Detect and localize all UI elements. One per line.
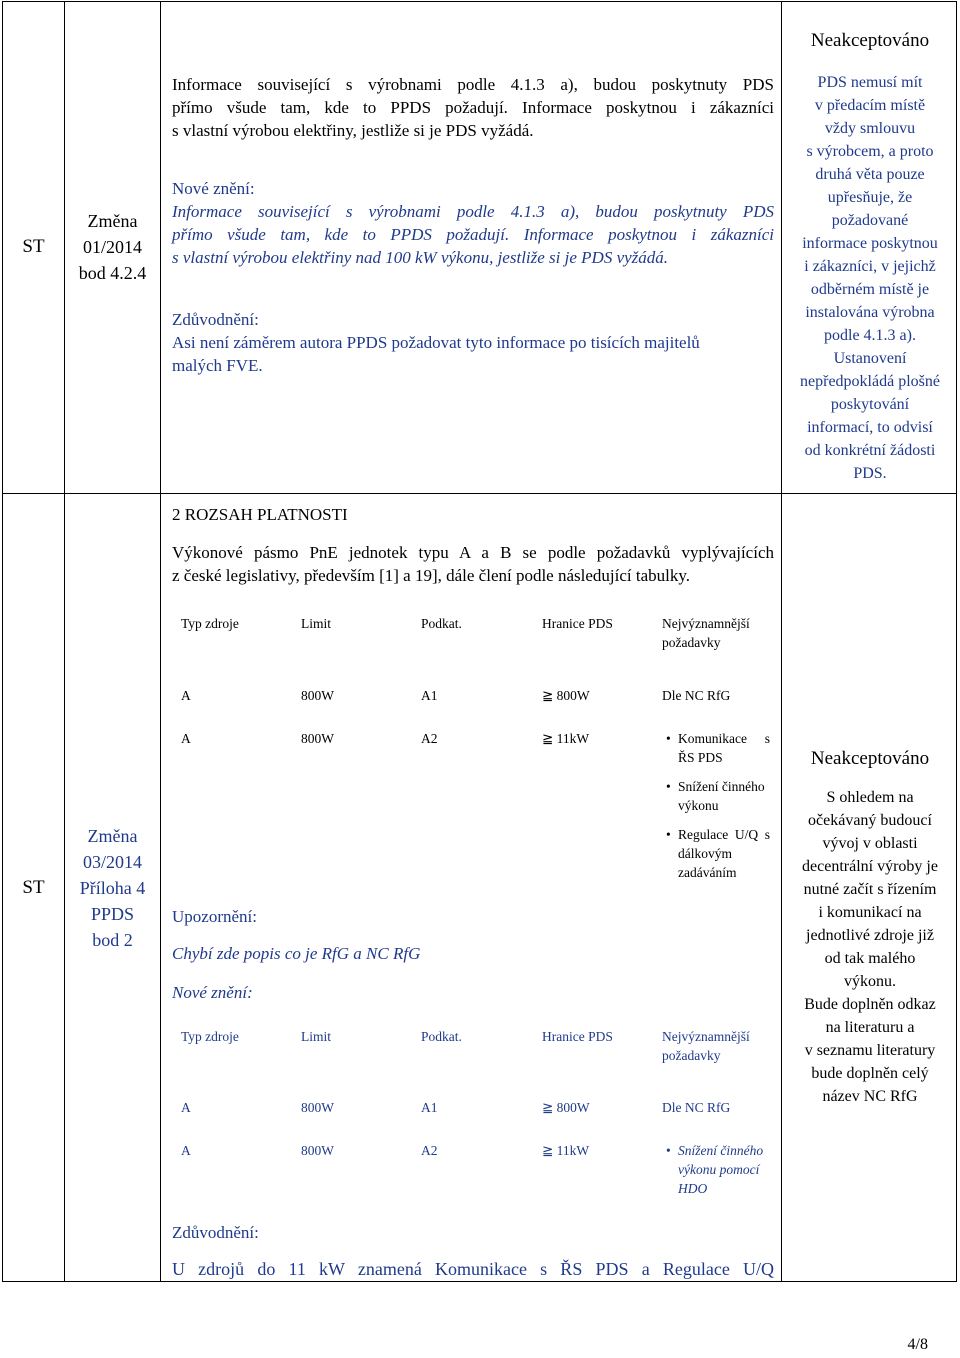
response-line: s výrobcem, a proto [806,143,934,160]
text-line: malých FVE. [172,356,263,375]
response-line: informací, to odvisí [807,419,933,436]
text-line: přímo všude tam, kde to PPDS požadují. Informace poskytnou i zákazníci [172,225,774,244]
response-line: vždy smlouvu [824,120,916,137]
type-label: ST [22,236,45,257]
bullet-item [678,777,770,815]
new-wording-label: Nové znění: [172,983,253,1002]
section-title-text: 2 ROZSAH PLATNOSTI [172,505,348,524]
column-divider-3 [781,1,782,1282]
response-line: Ustanovení [833,350,907,367]
cell-limit: 800W [301,731,334,746]
response-line: podle 4.1.3 a). [824,327,916,344]
header-pozadavky: Nejvýznamnější [662,1029,750,1044]
cell-typ: A [181,1143,191,1158]
row1-new-wording [172,177,774,269]
bullet-line: dálkovým [678,846,732,861]
response-line: S ohledem na [826,789,914,806]
response-line: i komunikací na [818,904,922,921]
bullet-item [678,1141,770,1198]
cell-pozadavky: Dle NC RfG [662,1100,731,1115]
cell-typ: A [181,688,191,703]
ref-line: Změna [87,211,138,231]
row2-reason [172,1258,774,1281]
warning-text-content: Chybí zde popis co je RfG a NC RfG [172,944,421,963]
page-number-text: 4/8 [907,1336,928,1353]
reason-line: U zdrojů do 11 kW znamená Komunikace s ŘS PDS a Regulace U/Q [172,1259,774,1279]
row1-original-text [172,73,774,142]
response-line: i zákazníci, v jejichž [804,258,936,275]
column-divider-2 [160,1,161,1282]
reason-label: Zdůvodnění: [172,310,259,329]
bullet-line: ŘS PDS [678,750,723,765]
row2-status [784,748,956,770]
bullet-line: Snížení činného [678,779,765,794]
warning-text [172,942,774,965]
ref-line: bod 2 [92,929,133,950]
bullet-item [678,825,770,882]
response-line: nepředpokládá plošné [800,373,940,390]
row2-reference [65,494,160,1281]
row2-new-label [172,981,774,1004]
cell-limit: 800W [301,688,334,703]
response-line: instalována výrobna [805,304,935,321]
response-line: PDS. [853,465,887,482]
cell-hranice: ≧ 11kW [542,731,590,746]
row2-intro [172,541,774,587]
type-label: ST [22,876,45,898]
cell-podkat: A1 [421,1100,438,1115]
cell-podkat: A2 [421,731,438,746]
header-typ: Typ zdroje [181,1029,239,1044]
response-line: upřesňuje, že [827,189,913,206]
text-line: Informace související s výrobnami podle 4.1.3 a), budou poskytnuty PDS [172,75,774,94]
response-line: v seznamu literatury [804,1042,936,1059]
bullet-line: zadáváním [678,865,737,880]
row1-reason [172,308,774,377]
ref-line: PPDS [90,903,135,924]
bullet-line: Snížení činného [678,1143,764,1158]
ref-line: Příloha 4 [79,877,146,898]
header-podkat: Podkat. [421,616,462,631]
header-limit: Limit [301,1029,331,1044]
header-typ: Typ zdroje [181,616,239,631]
row1-type [3,2,64,492]
cell-limit: 800W [301,1100,334,1115]
section-title [172,503,774,526]
warning-label-text: Upozornění: [172,907,257,926]
table-border-right [956,1,957,1282]
row1-status [784,30,956,52]
cell-typ: A [181,731,191,746]
response-line: název NC RfG [822,1088,918,1105]
header-hranice: Hranice PDS [542,616,613,631]
cell-typ: A [181,1100,191,1115]
ref-line: Změna [87,825,138,846]
row1-reference [65,2,160,492]
row1-response [784,71,956,485]
cell-podkat: A1 [421,688,438,703]
status-label: Neakceptováno [810,748,930,769]
response-line: jednotlivé zdroje již [806,927,934,944]
text-line: Informace související s výrobnami podle 4.1.3 a), budou poskytnuty PDS [172,202,774,221]
response-line: odběrném místě je [810,281,930,298]
cell-hranice: ≧ 800W [542,688,590,703]
bullet-line: HDO [678,1181,708,1196]
cell-limit: 800W [301,1143,334,1158]
text-line: Výkonové pásmo PnE jednotek typu A a B se podle požadavků vyplývajících [172,543,774,562]
response-line: informace poskytnou [802,235,938,252]
cell-hranice: ≧ 11kW [542,1143,590,1158]
text-line: s vlastní výrobou elektřiny, jestliže si je PDS vyžádá. [172,121,534,140]
response-line: na literaturu a [825,1019,915,1036]
ref-line: 03/2014 [82,851,142,872]
bullet-line: Komunikace s [678,731,770,746]
warning-label [172,905,774,928]
header-pozadavky: požadavky [662,635,721,650]
response-line: druhá věta pouze [815,166,925,183]
ref-line: 01/2014 [82,237,142,257]
ref-line: bod 4.2.4 [78,263,147,283]
response-line: Bude doplněn odkaz [804,996,936,1013]
response-line: v předacím místě [814,97,926,114]
header-pozadavky: požadavky [662,1048,721,1063]
row2-type [3,494,64,1281]
text-line: Asi není záměrem autora PPDS požadovat tyto informace po tisících majitelů [172,333,700,352]
status-label: Neakceptováno [810,30,930,51]
header-pozadavky: Nejvýznamnější [662,616,750,631]
response-line: bude doplněn celý [811,1065,929,1082]
bullet-line: výkonu [678,798,719,813]
response-line: vývoj v oblasti [822,835,918,852]
header-hranice: Hranice PDS [542,1029,613,1044]
header-podkat: Podkat. [421,1029,462,1044]
table-border-bottom [2,1281,957,1282]
cell-hranice: ≧ 800W [542,1100,590,1115]
bullet-line: Regulace U/Q s [678,827,770,842]
text-line: přímo všude tam, kde to PPDS požadují. Informace poskytnou i zákazníci [172,98,774,117]
response-line: decentrální výroby je [802,858,938,875]
text-line: z české legislativy, především [1] a 19], dále člení podle následující tabulky. [172,566,691,585]
row2-reason-label [172,1221,774,1244]
response-line: poskytování [830,396,910,413]
cell-podkat: A2 [421,1143,438,1158]
row2-response [784,786,956,1108]
response-line: od konkrétní žádosti [804,442,936,459]
response-line: požadované [831,212,909,229]
text-line: s vlastní výrobou elektřiny nad 100 kW výkonu, jestliže si je PDS vyžádá. [172,248,669,267]
response-line: od tak malého [824,950,916,967]
response-line: výkonu. [844,973,896,990]
bullet-item [678,729,770,767]
response-line: očekávaný budoucí [808,812,932,829]
reason-label: Zdůvodnění: [172,1223,259,1242]
page-number [880,1336,928,1354]
new-wording-label: Nové znění: [172,179,255,198]
cell-pozadavky: Dle NC RfG [662,688,731,703]
header-limit: Limit [301,616,331,631]
response-line: PDS nemusí mít [817,74,923,91]
bullet-line: výkonu pomocí [678,1162,760,1177]
response-line: nutné začít s řízením [803,881,937,898]
